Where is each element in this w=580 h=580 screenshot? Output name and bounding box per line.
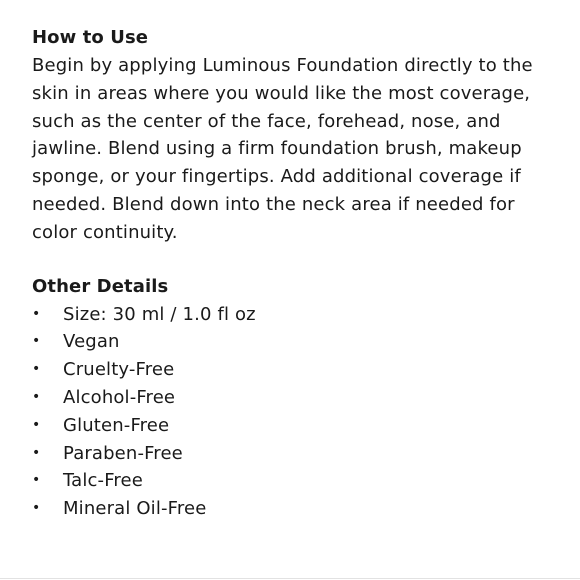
- detail-item-label: Cruelty-Free: [63, 359, 175, 381]
- other-details-list: [32, 301, 542, 523]
- bullet-icon: •: [32, 333, 41, 350]
- detail-item-paraben-free: [32, 440, 542, 468]
- detail-item-label: Size: 30 ml / 1.0 fl oz: [63, 303, 256, 325]
- detail-item-mineral-oil-free: [32, 495, 542, 523]
- detail-item-vegan: [32, 328, 542, 356]
- detail-item-talc-free: [32, 467, 542, 495]
- bullet-icon: •: [32, 305, 41, 322]
- how-to-use-heading: How to Use: [32, 27, 149, 48]
- detail-item-size: [32, 301, 542, 329]
- detail-item-label: Paraben-Free: [63, 442, 183, 464]
- detail-item-alcohol-free: [32, 384, 542, 412]
- bullet-icon: •: [32, 444, 41, 461]
- other-details-heading: Other Details: [32, 275, 169, 297]
- detail-item-cruelty-free: [32, 356, 542, 384]
- bullet-icon: •: [32, 361, 41, 378]
- product-details: [32, 24, 542, 523]
- detail-item-label: Alcohol-Free: [63, 386, 176, 408]
- detail-item-label: Talc-Free: [63, 470, 143, 492]
- how-to-use-text: Begin by applying Luminous Foundation directly to the skin in areas where you would like the most coverage, such as the center of the face, forehead, nose, and jawline. Blend using a firm foundation brush, makeup sponge, or your fingertips. Add additional coverage if needed. Blend down into the neck area if needed for color continuity.: [32, 55, 533, 243]
- detail-item-label: Vegan: [63, 331, 120, 353]
- detail-item-gluten-free: [32, 412, 542, 440]
- detail-item-label: Gluten-Free: [63, 414, 170, 436]
- detail-item-label: Mineral Oil-Free: [63, 498, 207, 520]
- bottom-divider: [0, 578, 580, 579]
- bullet-icon: •: [32, 500, 41, 517]
- bullet-icon: •: [32, 416, 41, 433]
- bullet-icon: •: [32, 388, 41, 405]
- bullet-icon: •: [32, 472, 41, 489]
